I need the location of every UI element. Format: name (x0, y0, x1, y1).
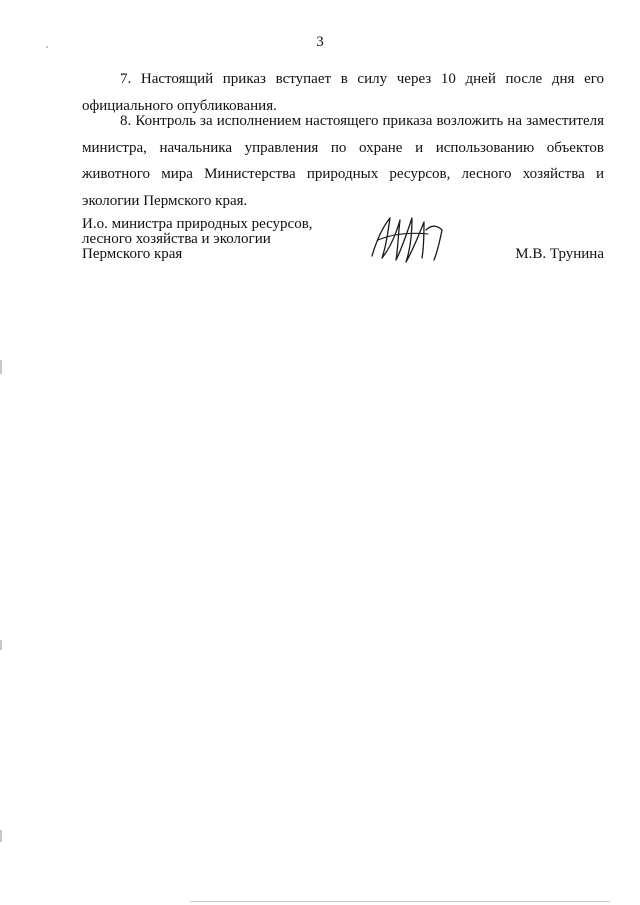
paragraph-8-text: Контроль за исполнением настоящего приказа возложить на заместителя министра, начальника управления по охране и использованию объектов животного мира Министерства природных ресурсов, лесного хозяйства и экологии Пермского края. (82, 113, 605, 209)
scan-edge-mark (0, 640, 2, 650)
paragraph-8 (82, 108, 604, 214)
signatory-position-line: лесного хозяйства и экологии (82, 231, 271, 247)
scan-edge-mark (0, 360, 2, 374)
scan-speck (46, 46, 48, 48)
handwritten-signature (368, 212, 448, 264)
signer-name: М.В. Трунина (515, 246, 604, 262)
signatory-position-line: Пермского края (82, 246, 183, 262)
paragraph-7-text: Настоящий приказ вступает в силу через 10 дней после дня его официального опубликования. (82, 71, 605, 114)
paragraph-7-number: 7. (120, 71, 132, 87)
page-number: 3 (316, 34, 324, 50)
paragraph-8-number: 8. (120, 113, 132, 129)
signatory-position (82, 217, 342, 262)
scan-bottom-line (190, 901, 610, 902)
scan-edge-mark (0, 830, 2, 842)
signatory-position-line: И.о. министра природных ресурсов, (82, 216, 313, 232)
